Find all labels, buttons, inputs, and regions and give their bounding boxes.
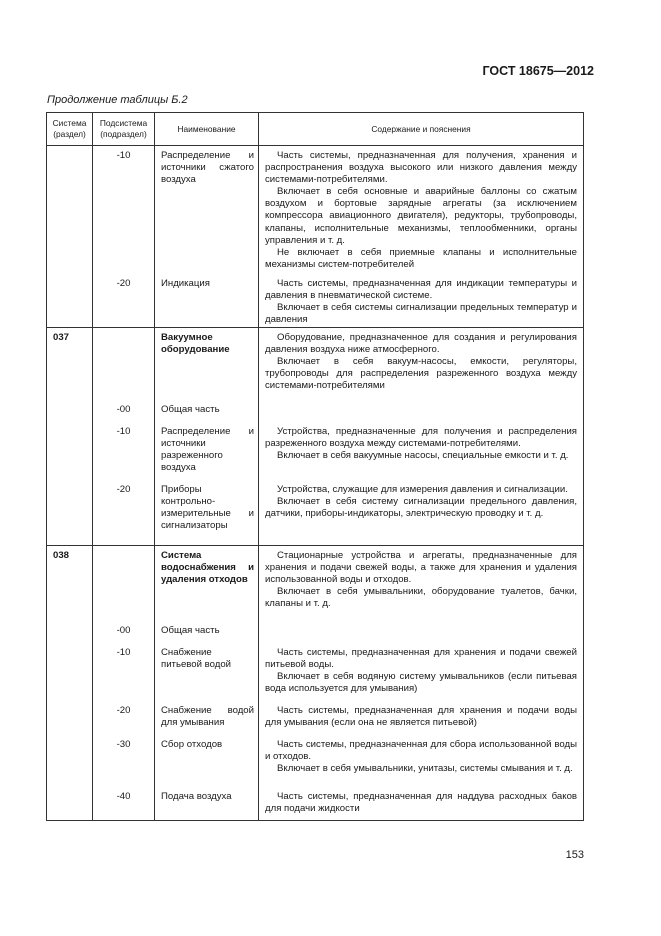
item-description — [259, 274, 584, 328]
table-row — [47, 400, 584, 422]
table-caption: Продолжение таблицы Б.2 — [47, 94, 188, 106]
table-row — [47, 274, 584, 328]
item-description — [259, 422, 584, 480]
subsystem-code — [93, 328, 155, 400]
column-header-system: Система (раздел) — [47, 113, 93, 146]
subsystem-code: -00 — [93, 400, 155, 422]
item-description — [259, 621, 584, 643]
subsystem-code: -20 — [93, 701, 155, 735]
system-code — [47, 400, 93, 422]
item-name: Снабжение питьевой водой — [155, 643, 259, 701]
system-code — [47, 422, 93, 480]
system-code — [47, 146, 93, 274]
system-code: 037 — [47, 328, 93, 400]
table-row — [47, 480, 584, 546]
subsystem-code: -20 — [93, 274, 155, 328]
item-description — [259, 735, 584, 787]
subsystem-code: -30 — [93, 735, 155, 787]
system-code: 038 — [47, 546, 93, 621]
item-description — [259, 400, 584, 422]
description-paragraph: Включает в себя умывальники, оборудование туалетов, бачки, клапаны и т. д. — [265, 586, 577, 610]
column-header-subsystem: Подсистема (подраздел) — [93, 113, 155, 146]
table-row — [47, 787, 584, 821]
table-row — [47, 546, 584, 621]
table-header-row — [47, 113, 584, 146]
description-paragraph: Включает в себя основные и аварийные баллоны со сжатым воздухом и бортовые зарядные агрегаты (за исключением компрессора авиационного двигателя), редукторы, трубопроводы, клапаны, исполнительные механизмы, теплообменники, органы управления и т. д. — [265, 186, 577, 246]
description-paragraph: Включает в себя вакуум-насосы, емкости, регуляторы, трубопроводы для распределения разреженного воздуха между системами-потребителями — [265, 356, 577, 392]
description-paragraph: Устройства, предназначенные для получения и распределения разреженного воздуха между системами-потребителями. — [265, 425, 577, 449]
table-row — [47, 621, 584, 643]
subsystem-code: -20 — [93, 480, 155, 546]
description-paragraph: Включает в себя систему сигнализации предельного давления, датчики, приборы-индикаторы, электрическую проводку и т. д. — [265, 495, 577, 519]
item-name: Вакуумное оборудование — [155, 328, 259, 400]
table-row — [47, 328, 584, 400]
description-paragraph: Часть системы, предназначенная для хранения и подачи воды для умывания (если она не является питьевой) — [265, 704, 577, 728]
item-description — [259, 546, 584, 621]
item-name: Снабжение водой для умывания — [155, 701, 259, 735]
description-paragraph: Часть системы, предназначенная для индикации температуры и давления в пневматической системе. — [265, 277, 577, 301]
system-code — [47, 274, 93, 328]
item-description — [259, 643, 584, 701]
subsystem-code: -10 — [93, 643, 155, 701]
item-description — [259, 701, 584, 735]
description-paragraph: Часть системы, предназначенная для наддува расходных баков для подачи жидкости — [265, 790, 577, 814]
subsystem-code: -10 — [93, 146, 155, 274]
standard-designation: ГОСТ 18675—2012 — [482, 64, 594, 78]
subsystem-code: -00 — [93, 621, 155, 643]
system-code — [47, 735, 93, 787]
item-name: Общая часть — [155, 400, 259, 422]
system-code — [47, 643, 93, 701]
description-paragraph: Оборудование, предназначенное для создания и регулирования давления воздуха ниже атмосферного. — [265, 332, 577, 356]
table-row — [47, 701, 584, 735]
item-name: Система водоснабжения и удаления отходов — [155, 546, 259, 621]
item-name: Распределение и источники разреженного воздуха — [155, 422, 259, 480]
system-code — [47, 787, 93, 821]
description-paragraph: Часть системы, предназначенная для хранения и подачи свежей питьевой воды. — [265, 646, 577, 670]
table-row — [47, 146, 584, 274]
item-name: Общая часть — [155, 621, 259, 643]
description-paragraph: Включает в себя вакуумные насосы, специальные емкости и т. д. — [277, 449, 569, 461]
item-description — [259, 328, 584, 400]
table-row — [47, 643, 584, 701]
system-code — [47, 621, 93, 643]
page-number: 153 — [565, 849, 584, 861]
system-code — [47, 480, 93, 546]
item-name: Приборы контрольно-измерительные и сигнализаторы — [155, 480, 259, 546]
item-name: Подача воздуха — [155, 787, 259, 821]
item-name: Распределение и источники сжатого воздуха — [155, 146, 259, 274]
subsystem-code: -40 — [93, 787, 155, 821]
description-paragraph: Включает в себя водяную систему умывальников (если питьевая вода используется для умывания) — [265, 670, 577, 694]
column-header-name: Наименование — [155, 113, 259, 146]
classification-table — [46, 112, 584, 821]
item-description — [259, 480, 584, 546]
table-body — [47, 146, 584, 821]
description-paragraph: Часть системы, предназначенная для сбора использованной воды и отходов. — [265, 738, 577, 762]
item-name: Сбор отходов — [155, 735, 259, 787]
description-paragraph: Часть системы, предназначенная для получения, хранения и распространения воздуха высокого или низкого давления между системами-потребителями. — [265, 150, 577, 186]
description-paragraph: Включает в себя умывальники, унитазы, системы смывания и т. д. — [277, 762, 573, 774]
subsystem-code — [93, 546, 155, 621]
item-description — [259, 787, 584, 821]
description-paragraph: Стационарные устройства и агрегаты, предназначенные для хранения и подачи свежей воды, а также для хранения и удаления использованной воды и отходов. — [265, 550, 577, 586]
subsystem-code: -10 — [93, 422, 155, 480]
item-name: Индикация — [155, 274, 259, 328]
table-row — [47, 422, 584, 480]
description-paragraph: Устройства, служащие для измерения давления и сигнализации. — [277, 483, 568, 495]
description-paragraph: Включает в себя системы сигнализации предельных температур и давления — [265, 301, 577, 325]
description-paragraph: Не включает в себя приемные клапаны и исполнительные механизмы систем-потребителей — [265, 246, 577, 270]
system-code — [47, 701, 93, 735]
item-description — [259, 146, 584, 274]
column-header-content: Содержание и пояснения — [259, 113, 584, 146]
table-row — [47, 735, 584, 787]
